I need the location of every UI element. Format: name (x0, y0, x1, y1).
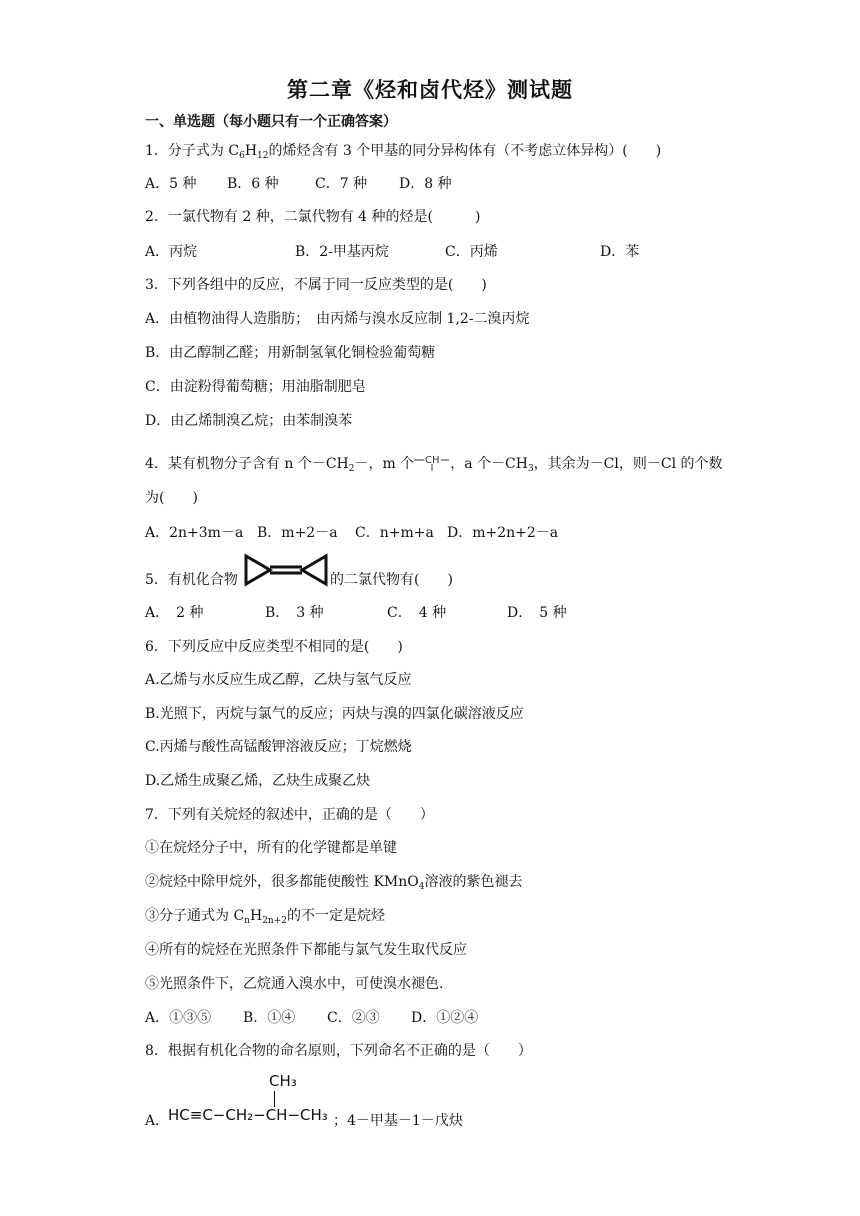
option-d: D．①②④ (411, 1010, 479, 1026)
main-chain-formula: HC≡C−CH₂−CH−CH₃ (168, 1106, 328, 1124)
question-7-statement-1: ①在烷烃分子中，所有的化学键都是单键 (145, 840, 397, 856)
question-6-option-d: D.乙烯生成聚乙烯，乙炔生成聚乙炔 (145, 773, 371, 789)
option-a: A．5 种 (145, 176, 197, 192)
option-b: B．2-甲基丙烷 (295, 244, 389, 260)
question-8: 8．根据有机化合物的命名原则，下列命名不正确的是（ ） (145, 1043, 532, 1059)
ch-group-icon (414, 450, 450, 472)
option-b: B．m+2－a (257, 525, 338, 541)
methylpentyne-structure (168, 1072, 348, 1132)
question-2: 2．一氯代物有 2 种，二氯代物有 4 种的烃是( ) (145, 209, 481, 225)
question-6-option-b: B.光照下，丙烷与氯气的反应；丙炔与溴的四氯化碳溶液反应 (145, 706, 524, 722)
question-7-statement-4: ④所有的烷烃在光照条件下都能与氯气发生取代反应 (145, 942, 467, 958)
svg-text:CH: CH (425, 455, 440, 466)
question-3-option-b: B．由乙醇制乙醛；用新制氢氧化铜检验葡萄糖 (145, 345, 436, 361)
question-4: 4．某有机物分子含有 n 个$-CH_2-$，m 个 CH ，a 个$-CH_3$，其余为－Cl，则－Cl 的个数 (145, 450, 723, 479)
question-3: 3．下列各组中的反应，不属于同一反应类型的是( ) (145, 277, 487, 293)
question-7: 7．下列有关烷烃的叙述中，正确的是（ ） (145, 807, 434, 823)
option-c: C．丙烯 (445, 244, 498, 260)
option-d: D．m+2n+2－a (447, 525, 559, 541)
page-title: 第二章《烃和卤代烃》测试题 (287, 77, 573, 102)
question-7-statement-2: ②烷烃中除甲烷外，很多都能使酸性 KMnO$_4$溶液的紫色褪去 (145, 874, 523, 892)
question-6-option-c: C.丙烯与酸性高锰酸钾溶液反应；丁烷燃烧 (145, 739, 412, 755)
question-5-pre: 5．有机化合物 (145, 572, 238, 588)
question-7-statement-5: ⑤光照条件下，乙烷通入溴水中，可使溴水褪色. (145, 976, 444, 992)
option-b: B．6 种 (227, 176, 279, 192)
option-c: C． 4 种 (387, 605, 447, 621)
option-a: A．丙烷 (145, 244, 198, 260)
option-b: B． 3 种 (265, 605, 324, 621)
question-1-options (145, 174, 452, 194)
option-d: D．8 种 (399, 176, 452, 192)
question-1: 1．分子式为 $C_6H_{12}$的烯烃含有 3 个甲基的同分异构体有（不考虑立体异构）( ) (145, 143, 662, 161)
option-a: A．①③⑤ (145, 1010, 212, 1026)
question-7-options (145, 1008, 478, 1028)
branch-methyl: CH₃ (269, 1072, 297, 1090)
question-3-option-a: A．由植物油得人造脂肪； 由丙烯与溴水反应制 1,2-二溴丙烷 (145, 311, 530, 327)
question-7-statement-3: ③分子通式为 $C_nH_{2n+2}$的不一定是烷烃 (145, 908, 385, 926)
question-2-options (145, 242, 639, 262)
option-c: C．n+m+a (355, 525, 434, 541)
option-d: D．苯 (600, 244, 640, 260)
question-3-option-d: D．由乙烯制溴乙烷；由苯制溴苯 (145, 413, 353, 429)
option-c: C．②③ (327, 1010, 380, 1026)
option-a: A． 2 种 (145, 605, 204, 621)
question-4-options (145, 523, 558, 543)
branch-bond (274, 1091, 275, 1107)
question-5-post: 的二氯代物有( ) (330, 572, 453, 588)
bicyclopropylidene-structure (242, 552, 330, 588)
question-3-option-c: C．由淀粉得葡萄糖；用油脂制肥皂 (145, 379, 366, 395)
question-8-option-a-name: ；4－甲基－1－戊炔 (333, 1113, 463, 1129)
option-b: B．①④ (243, 1010, 296, 1026)
option-a: A．2n+3m－a (145, 525, 244, 541)
ch-group-structure (414, 450, 450, 472)
section-heading: 一、单选题（每小题只有一个正确答案） (145, 114, 397, 130)
question-6: 6．下列反应中反应类型不相同的是( ) (145, 639, 403, 655)
question-4-line2: 为( ) (145, 490, 198, 506)
question-6-option-a: A.乙烯与水反应生成乙醇，乙炔与氢气反应 (145, 672, 412, 688)
option-c: C．7 种 (315, 176, 368, 192)
question-5-options (145, 603, 567, 623)
option-d: D． 5 种 (507, 605, 567, 621)
question-8-option-a-label: A． (145, 1113, 170, 1129)
